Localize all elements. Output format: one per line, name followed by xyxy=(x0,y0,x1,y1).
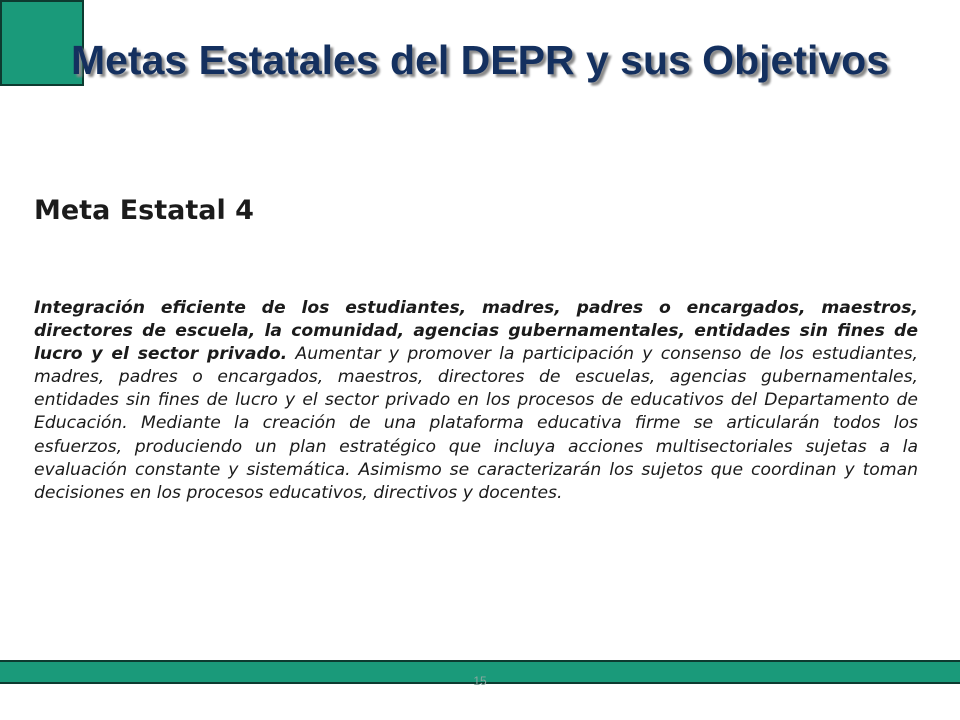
body-bold-text: Integración eficiente de los estudiantes, madres, padres o encargados, maestros, directores de escuela, la comunidad, agencias gubernamentales, entidades sin fines de lucro y el sector privado. xyxy=(34,298,918,365)
body-paragraph xyxy=(34,297,918,505)
slide-title: Metas Estatales del DEPR y sus Objetivos xyxy=(70,37,890,83)
slide-subtitle: Meta Estatal 4 xyxy=(34,195,254,226)
body-regular-text: Aumentar y promover la participación y consenso de los estudiantes, madres, padres o encargados, maestros, directores de escuelas, agencias gubernamentales, entidades sin fines de lucro y el sector privado en los procesos de educativos del Departamento de Educación. Mediante la creación de una plataforma educativa firme se articularán todos los esfuerzos, produciendo un plan estratégico que incluya acciones multisectoriales sujetas a la evaluación constante y sistemática. Asimismo se caracterizarán los sujetos que coordinan y toman decisiones en los procesos educativos, directivos y docentes. xyxy=(34,344,918,503)
page-number: 15 xyxy=(473,674,487,688)
